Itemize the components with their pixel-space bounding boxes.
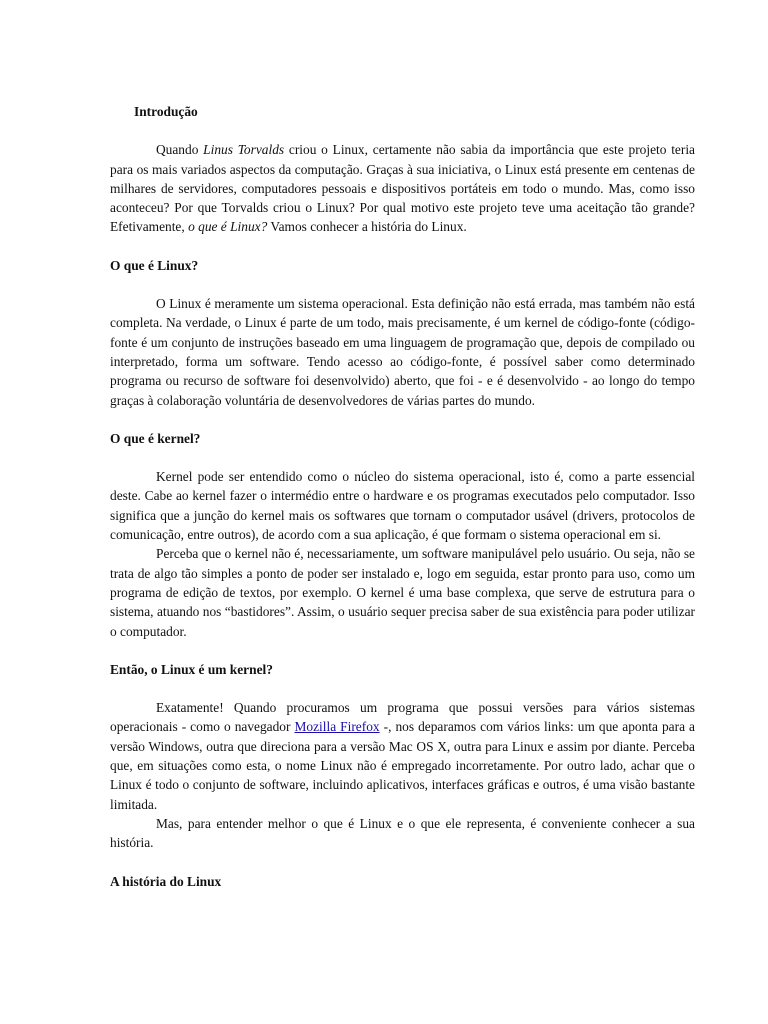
heading-historia-linux: A história do Linux (110, 873, 222, 889)
paragraph-intro (110, 140, 695, 236)
heading-o-que-e-kernel: O que é kernel? (110, 430, 201, 446)
heading-linux-e-kernel: Então, o Linux é um kernel? (110, 661, 273, 677)
intro-name-linus: Linus Torvalds (203, 142, 285, 158)
mozilla-firefox-link[interactable]: Mozilla Firefox (294, 719, 380, 735)
linux-kernel-text-a: Exatamente! Quando procuramos um programa que possui versões para vários sistemas operacionais - como o navegador (110, 700, 695, 735)
heading-introducao: Introdução (134, 104, 198, 119)
paragraph-linux-kernel-1 (110, 698, 695, 814)
linux-kernel-text-b: -, nos deparamos com vários links: um que aponta para a versão Windows, outra que direciona para a versão Mac OS X, outra para Linux e assim por diante. Perceba que, em situações como esta, o nome Linux não é empregado incorretamente. Por outro lado, achar que o Linux é todo o conjunto de software, incluindo aplicativos, interfaces gráficas e outros, é uma visão bastante limitada. (110, 719, 695, 812)
intro-text-c: Vamos conhecer a história do Linux. (267, 219, 467, 235)
heading-o-que-e-linux: O que é Linux? (110, 257, 199, 273)
document-body (110, 102, 695, 910)
paragraph-o-que-e-linux: O Linux é meramente um sistema operacional. Esta definição não está errada, mas também não está completa. Na verdade, o Linux é parte de um todo, mais precisamente, é um kernel de código-fonte (código-fonte é um conjunto de instruções baseado em uma linguagem de programação que, depois de compilado ou interpretado, forma um software. Tendo acesso ao código-fonte, é possível saber como determinado programa ou recurso de software foi desenvolvido) aberto, que foi - e é desenvolvido - ao longo do tempo graças à colaboração voluntária de desenvolvedores de várias partes do mundo. (110, 296, 695, 408)
paragraph-kernel-2: Perceba que o kernel não é, necessariamente, um software manipulável pelo usuário. Ou seja, não se trata de algo tão simples a ponto de poder ser instalado e, logo em seguida, estar pronto para uso, como um programa de edição de textos, por exemplo. O kernel é uma base complexa, que serve de estrutura para o sistema, atuando nos “bastidores”. Assim, o usuário sequer precisa saber de sua existência para poder utilizar o computador. (110, 546, 695, 639)
paragraph-linux-kernel-2: Mas, para entender melhor o que é Linux e o que ele representa, é conveniente conhecer a sua história. (110, 815, 695, 851)
intro-text-b: criou o Linux, certamente não sabia da importância que este projeto teria para os mais variados aspectos da computação. Graças à sua iniciativa, o Linux está presente em centenas de milhares de servidores, computadores pessoais e dispositivos portáteis em todo o mundo. Mas, como isso aconteceu? Por que Torvalds criou o Linux? Por qual motivo este projeto teve uma aceitação tão grande? Efetivamente, (110, 142, 695, 235)
intro-text-a: Quando (156, 142, 204, 158)
intro-question: o que é Linux? (188, 219, 268, 235)
paragraph-kernel-1: Kernel pode ser entendido como o núcleo do sistema operacional, isto é, como a parte essencial deste. Cabe ao kernel fazer o intermédio entre o hardware e os programas executados pelo computador. Isso significa que a junção do kernel mais os softwares que tornam o computador usável (drivers, protocolos de comunicação, entre outros), de acordo com a sua aplicação, é que formam o sistema operacional em si. (110, 469, 695, 543)
